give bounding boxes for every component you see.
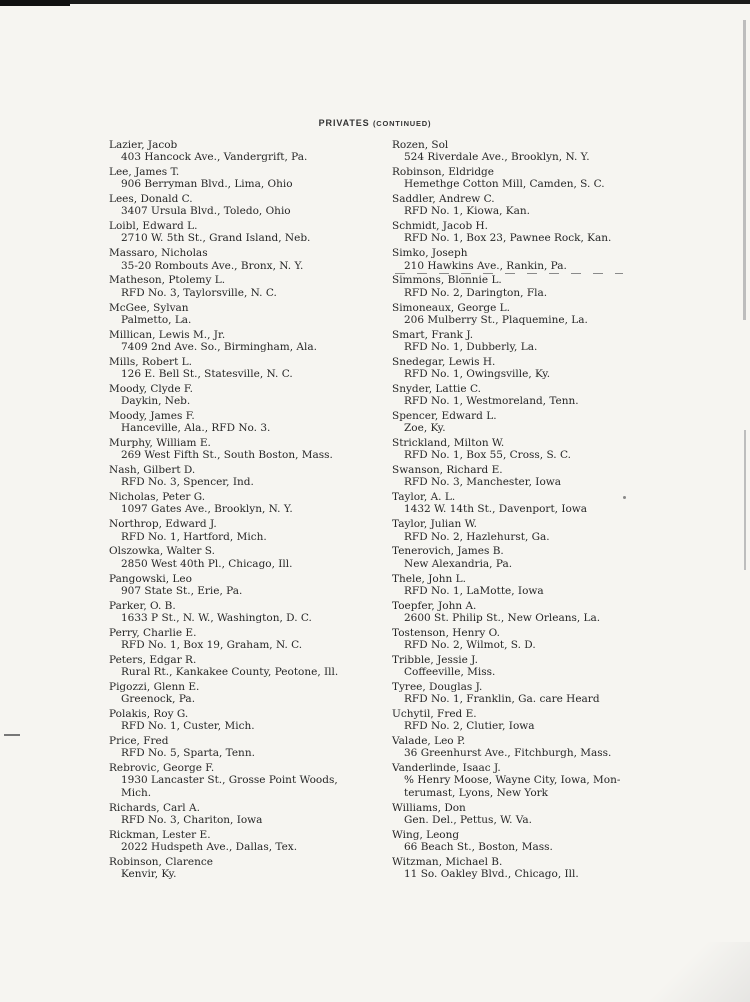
roster-entry [109, 356, 399, 383]
person-address: RFD No. 3, Taylorsville, N. C. [121, 286, 277, 299]
person-address: Coffeeville, Miss. [404, 665, 496, 678]
person-address: 907 State St., Erie, Pa. [121, 584, 243, 597]
person-name: Taylor, A. L. [392, 491, 456, 504]
roster-entry [109, 437, 399, 464]
roster-entry [109, 681, 399, 708]
person-name: Taylor, Julian W. [392, 518, 477, 531]
person-address: RFD No. 1, Box 23, Pawnee Rock, Kan. [404, 232, 612, 245]
person-name: Northrop, Edward J. [109, 518, 217, 531]
person-address: 2600 St. Philip St., New Orleans, La. [404, 611, 601, 624]
person-name: Pangowski, Leo [109, 572, 192, 585]
roster-entry [109, 654, 399, 681]
person-name: Swanson, Richard E. [392, 464, 503, 477]
person-address: 1432 W. 14th St., Davenport, Iowa [404, 503, 588, 516]
roster-entry [392, 762, 672, 801]
roster-entry [392, 545, 672, 572]
roster-entry [109, 573, 399, 600]
roster-entry [109, 600, 399, 627]
person-name: Thele, John L. [392, 572, 466, 585]
person-address: Palmetto, La. [121, 313, 192, 326]
roster-entry [392, 829, 672, 856]
roster-column-right [392, 139, 672, 883]
roster-entry [109, 383, 399, 410]
roster-entry [392, 220, 672, 247]
person-address: Greenock, Pa. [121, 693, 196, 706]
roster-entry [109, 410, 399, 437]
person-address: RFD No. 1, Custer, Mich. [121, 720, 255, 733]
person-name: Pigozzi, Glenn E. [109, 680, 200, 693]
person-name: Murphy, William E. [109, 437, 211, 450]
roster-entry [392, 356, 672, 383]
person-address: 35-20 Rombouts Ave., Bronx, N. Y. [121, 259, 304, 272]
person-address: 524 Riverdale Ave., Brooklyn, N. Y. [404, 151, 590, 164]
person-address: Rural Rt., Kankakee County, Peotone, Ill. [121, 665, 339, 678]
person-name: Spencer, Edward L. [392, 409, 497, 422]
scan-right-edge-mark [743, 20, 746, 320]
person-address: RFD No. 1, Owingsville, Ky. [404, 367, 551, 380]
person-name: Nash, Gilbert D. [109, 464, 196, 477]
roster-entry [392, 274, 672, 301]
person-name: Valade, Leo P. [392, 735, 466, 748]
roster-entry [109, 329, 399, 356]
person-name: Snedegar, Lewis H. [392, 355, 496, 368]
person-name: Strickland, Milton W. [392, 437, 505, 450]
roster-entry [109, 735, 399, 762]
person-name: Millican, Lewis M., Jr. [109, 328, 226, 341]
person-name: Tribble, Jessie J. [392, 653, 478, 666]
roster-entry [392, 627, 672, 654]
roster-entry [109, 762, 399, 801]
person-address: RFD No. 1, Franklin, Ga. care Heard [404, 693, 600, 706]
person-address: 2710 W. 5th St., Grand Island, Neb. [121, 232, 311, 245]
scan-top-edge [0, 0, 750, 4]
person-address: 2022 Hudspeth Ave., Dallas, Tex. [121, 840, 298, 853]
roster-entry [109, 829, 399, 856]
person-address: Zoe, Ky. [404, 422, 446, 435]
person-address: 1930 Lancaster St., Grosse Point Woods, [121, 774, 338, 787]
person-name: Massaro, Nicholas [109, 247, 208, 260]
person-name: Lazier, Jacob [109, 139, 178, 151]
person-address: RFD No. 5, Sparta, Tenn. [121, 747, 255, 760]
roster-entry [109, 139, 399, 166]
person-address: New Alexandria, Pa. [404, 557, 513, 570]
person-address: 2850 West 40th Pl., Chicago, Ill. [121, 557, 293, 570]
person-name: Williams, Don [392, 801, 466, 814]
person-address: RFD No. 1, Box 55, Cross, S. C. [404, 449, 571, 462]
person-address: Gen. Del., Pettus, W. Va. [404, 813, 532, 826]
person-name: Loibl, Edward L. [109, 220, 198, 233]
person-name: Simmons, Blonnie L. [392, 274, 502, 287]
person-address: 210 Hawkins Ave., Rankin, Pa. [404, 259, 567, 272]
person-name: Moody, James F. [109, 409, 195, 422]
roster-entry [109, 856, 399, 883]
person-name: Uchytil, Fred E. [392, 707, 477, 720]
roster-entry [392, 518, 672, 545]
person-name: Peters, Edgar R. [109, 653, 197, 666]
scan-right-edge-mark [744, 430, 746, 570]
person-address: 126 E. Bell St., Statesville, N. C. [121, 367, 293, 380]
roster-entry [109, 247, 399, 274]
roster-entry [109, 708, 399, 735]
person-name: Price, Fred [109, 735, 169, 748]
heading-continued: (CONTINUED) [372, 119, 432, 128]
roster-entry [392, 735, 672, 762]
person-name: Perry, Charlie E. [109, 626, 197, 639]
roster-entry [392, 166, 672, 193]
person-address: RFD No. 2, Hazlehurst, Ga. [404, 530, 550, 543]
person-name: Toepfer, John A. [392, 599, 477, 612]
person-address: 66 Beach St., Boston, Mass. [404, 840, 553, 853]
person-name: Richards, Carl A. [109, 801, 200, 814]
person-address: RFD No. 1, LaMotte, Iowa [404, 584, 544, 597]
roster-entry [392, 329, 672, 356]
person-name: Lees, Donald C. [109, 193, 193, 206]
scan-margin-mark [4, 734, 20, 736]
roster-entry [392, 193, 672, 220]
page-heading [0, 118, 750, 128]
person-address: RFD No. 1, Box 19, Graham, N. C. [121, 638, 303, 651]
roster-entry [109, 274, 399, 301]
roster-entry [392, 437, 672, 464]
person-name: Tenerovich, James B. [392, 545, 504, 558]
person-address: 1097 Gates Ave., Brooklyn, N. Y. [121, 503, 293, 516]
person-name: Simoneaux, George L. [392, 301, 510, 314]
person-address: 36 Greenhurst Ave., Fitchburgh, Mass. [404, 747, 612, 760]
person-address: Hemethge Cotton Mill, Camden, S. C. [404, 178, 605, 191]
roster-entry [109, 518, 399, 545]
person-name: Snyder, Lattie C. [392, 382, 481, 395]
roster-entry [109, 193, 399, 220]
person-address: RFD No. 3, Manchester, Iowa [404, 476, 562, 489]
roster-entry [109, 220, 399, 247]
person-address: 7409 2nd Ave. So., Birmingham, Ala. [121, 340, 317, 353]
person-address: RFD No. 1, Dubberly, La. [404, 340, 538, 353]
person-address: RFD No. 2, Darington, Fla. [404, 286, 548, 299]
person-name: Rebrovic, George F. [109, 762, 215, 775]
person-address: RFD No. 3, Spencer, Ind. [121, 476, 254, 489]
person-name: McGee, Sylvan [109, 301, 189, 314]
roster-entry [392, 491, 672, 518]
person-address: RFD No. 3, Chariton, Iowa [121, 813, 263, 826]
roster-entry [109, 545, 399, 572]
roster-entry [109, 491, 399, 518]
person-name: Schmidt, Jacob H. [392, 220, 488, 233]
person-address: 206 Mulberry St., Plaquemine, La. [404, 313, 588, 326]
person-name: Rozen, Sol [392, 139, 449, 151]
person-address: Kenvir, Ky. [121, 867, 177, 880]
person-name: Vanderlinde, Isaac J. [392, 762, 501, 775]
person-name: Tyree, Douglas J. [392, 680, 483, 693]
person-address: % Henry Moose, Wayne City, Iowa, Mon- [404, 774, 621, 787]
person-name: Simko, Joseph [392, 247, 468, 260]
person-name: Olszowka, Walter S. [109, 545, 215, 558]
person-name: Smart, Frank J. [392, 328, 474, 341]
person-address: 11 So. Oakley Blvd., Chicago, Ill. [404, 867, 579, 880]
roster-column-left [109, 139, 399, 883]
person-name: Matheson, Ptolemy L. [109, 274, 226, 287]
person-address: 403 Hancock Ave., Vandergrift, Pa. [121, 151, 308, 164]
roster-entry [109, 464, 399, 491]
roster-entry [392, 654, 672, 681]
person-name: Witzman, Michael B. [392, 855, 503, 868]
person-name: Nicholas, Peter G. [109, 491, 206, 504]
person-address: terumast, Lyons, New York [404, 786, 549, 799]
person-address: Daykin, Neb. [121, 395, 191, 408]
person-name: Mills, Robert L. [109, 355, 192, 368]
roster-entry [392, 383, 672, 410]
roster-entry [109, 627, 399, 654]
roster-entry [392, 139, 672, 166]
roster-entry [392, 410, 672, 437]
person-address: 3407 Ursula Blvd., Toledo, Ohio [121, 205, 291, 218]
scan-artifact-line [395, 273, 623, 274]
person-name: Moody, Clyde F. [109, 382, 193, 395]
person-name: Polakis, Roy G. [109, 707, 189, 720]
person-name: Robinson, Eldridge [392, 166, 494, 179]
person-address: Mich. [121, 786, 152, 799]
person-name: Robinson, Clarence [109, 855, 213, 868]
person-name: Wing, Leong [392, 828, 460, 841]
roster-entry [392, 681, 672, 708]
person-address: RFD No. 2, Clutier, Iowa [404, 720, 535, 733]
person-name: Lee, James T. [109, 166, 180, 179]
person-address: RFD No. 2, Wilmot, S. D. [404, 638, 536, 651]
person-address: RFD No. 1, Westmoreland, Tenn. [404, 395, 579, 408]
scan-speck [623, 496, 626, 499]
heading-title: PRIVATES [318, 118, 370, 128]
roster-entry [392, 464, 672, 491]
roster-entry [392, 802, 672, 829]
roster-entry [109, 302, 399, 329]
roster-entry [392, 708, 672, 735]
person-address: RFD No. 1, Hartford, Mich. [121, 530, 267, 543]
roster-entry [392, 600, 672, 627]
person-name: Tostenson, Henry O. [392, 626, 500, 639]
person-name: Parker, O. B. [109, 599, 176, 612]
roster-entry [392, 856, 672, 883]
roster-entry [109, 166, 399, 193]
person-address: 1633 P St., N. W., Washington, D. C. [121, 611, 312, 624]
scan-corner-shade [550, 942, 750, 1002]
roster-entry [392, 302, 672, 329]
person-address: Hanceville, Ala., RFD No. 3. [121, 422, 271, 435]
person-name: Saddler, Andrew C. [392, 193, 495, 206]
person-address: 906 Berryman Blvd., Lima, Ohio [121, 178, 293, 191]
person-address: RFD No. 1, Kiowa, Kan. [404, 205, 530, 218]
roster-entry [392, 247, 672, 274]
person-address: 269 West Fifth St., South Boston, Mass. [121, 449, 333, 462]
roster-entry [392, 573, 672, 600]
roster-entry [109, 802, 399, 829]
person-name: Rickman, Lester E. [109, 828, 211, 841]
